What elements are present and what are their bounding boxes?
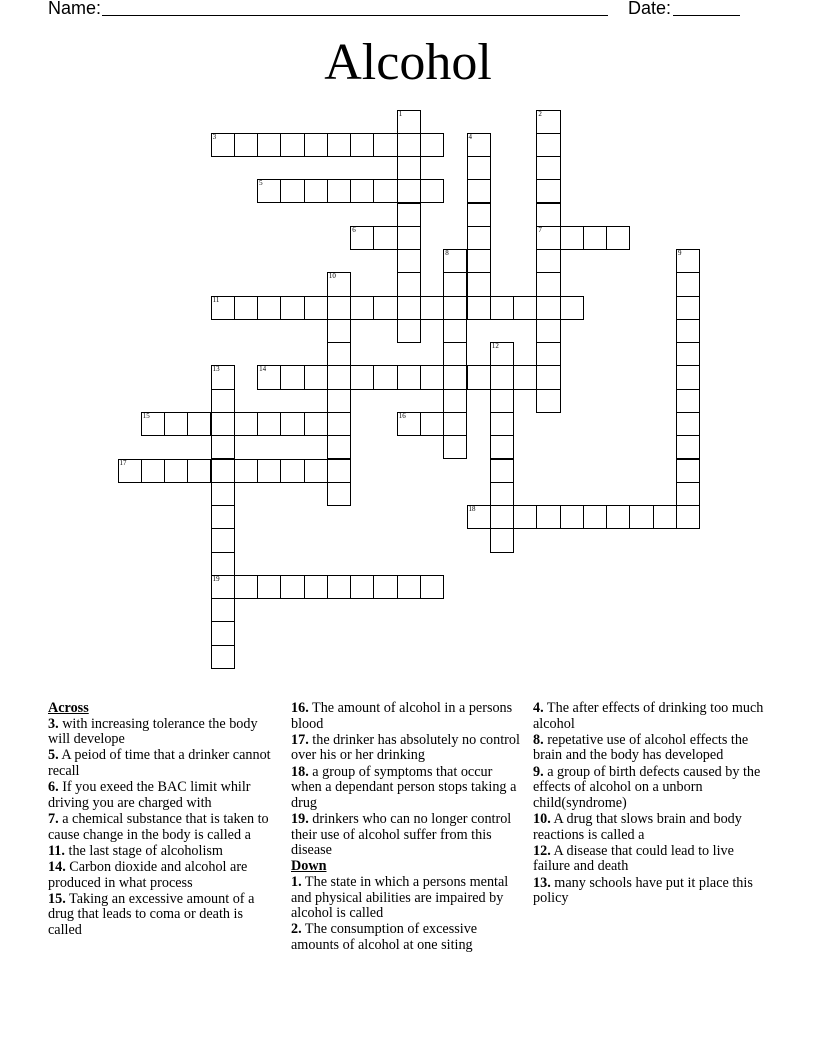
- grid-cell[interactable]: [350, 226, 374, 250]
- grid-cell[interactable]: [304, 459, 328, 483]
- grid-cell[interactable]: [490, 342, 514, 366]
- cell-number: 2: [538, 109, 542, 118]
- grid-cell[interactable]: [467, 156, 491, 180]
- cell-number: 17: [119, 458, 127, 467]
- grid-cell[interactable]: [467, 272, 491, 296]
- grid-cell[interactable]: [676, 365, 700, 389]
- grid-cell[interactable]: [280, 133, 304, 157]
- clue-text: a group of symptoms that occur when a dependant person stops taking a drug: [291, 763, 517, 811]
- grid-cell[interactable]: [211, 365, 235, 389]
- cell-number: 5: [259, 179, 263, 188]
- grid-cell[interactable]: [467, 179, 491, 203]
- clue-text: The consumption of excessive amounts of alcohol at one siting: [291, 921, 478, 953]
- grid-cell[interactable]: [211, 645, 235, 669]
- clue-text: a group of birth defects caused by the effects of alcohol on a unborn child(syndrome): [533, 763, 761, 811]
- clue-number: 7.: [48, 810, 59, 827]
- grid-cell[interactable]: [490, 528, 514, 552]
- clue-item: [48, 860, 280, 891]
- clue-item: [533, 876, 765, 907]
- grid-cell[interactable]: [676, 319, 700, 343]
- grid-cell[interactable]: [327, 365, 351, 389]
- grid-cell[interactable]: [536, 203, 560, 227]
- cell-number: 9: [677, 249, 682, 258]
- clue-text: The amount of alcohol in a persons blood: [291, 700, 513, 732]
- grid-cell[interactable]: [257, 575, 281, 599]
- clue-item: [533, 733, 765, 764]
- clue-item: [48, 844, 280, 860]
- grid-cell[interactable]: [327, 342, 351, 366]
- grid-cell[interactable]: [583, 505, 607, 529]
- grid-cell[interactable]: [373, 365, 397, 389]
- clues-column-1: [48, 701, 280, 939]
- clue-number: 6.: [48, 779, 59, 796]
- grid-cell[interactable]: [211, 505, 235, 529]
- grid-cell[interactable]: [443, 365, 467, 389]
- clue-number: 13.: [533, 874, 551, 891]
- clue-item: [48, 812, 280, 843]
- grid-cell[interactable]: [443, 435, 467, 459]
- grid-cell[interactable]: [164, 459, 188, 483]
- clue-text: a chemical substance that is taken to cause change in the body is called a: [48, 810, 269, 843]
- grid-cell[interactable]: [211, 598, 235, 622]
- cell-number: 18: [468, 505, 476, 514]
- clue-number: 18.: [291, 763, 309, 780]
- grid-cell[interactable]: [257, 296, 281, 320]
- grid-cell[interactable]: [327, 296, 351, 320]
- grid-cell[interactable]: [467, 226, 491, 250]
- grid-cell[interactable]: [141, 412, 165, 436]
- grid-cell[interactable]: [280, 365, 304, 389]
- clue-number: 17.: [291, 731, 309, 748]
- clue-item: [291, 812, 523, 859]
- grid-cell[interactable]: [420, 179, 444, 203]
- grid-cell[interactable]: [676, 505, 700, 529]
- grid-cell[interactable]: [536, 296, 560, 320]
- grid-cell[interactable]: [211, 482, 235, 506]
- grid-cell[interactable]: [490, 365, 514, 389]
- clue-number: 8.: [533, 731, 544, 748]
- grid-cell[interactable]: [536, 226, 560, 250]
- clue-number: 4.: [533, 700, 544, 716]
- cell-number: 15: [142, 412, 150, 420]
- grid-cell[interactable]: [280, 459, 304, 483]
- grid-cell[interactable]: [397, 575, 421, 599]
- grid-cell[interactable]: [676, 412, 700, 436]
- clue-text: A drug that slows brain and body reactions is called a: [533, 810, 742, 843]
- clue-text: The state in which a persons mental and physical abilities are impaired by alcohol is called: [291, 873, 509, 922]
- grid-cell[interactable]: [536, 389, 560, 413]
- grid-cell[interactable]: [420, 412, 444, 436]
- cell-number: 13: [212, 365, 220, 374]
- grid-cell[interactable]: [443, 296, 467, 320]
- grid-cell[interactable]: [373, 133, 397, 157]
- grid-cell[interactable]: [397, 412, 421, 436]
- clue-text: repetative use of alcohol effects the brain and the body has developed: [533, 731, 749, 764]
- grid-cell[interactable]: [397, 133, 421, 157]
- clue-item: [291, 875, 523, 922]
- clue-number: 15.: [48, 890, 66, 907]
- clue-item: [533, 701, 765, 732]
- grid-cell[interactable]: [327, 133, 351, 157]
- grid-cell[interactable]: [536, 249, 560, 273]
- grid-cell[interactable]: [257, 412, 281, 436]
- grid-cell[interactable]: [350, 179, 374, 203]
- grid-cell[interactable]: [211, 528, 235, 552]
- grid-cell[interactable]: [490, 459, 514, 483]
- name-label: Name:: [48, 0, 102, 18]
- grid-cell[interactable]: [513, 505, 537, 529]
- grid-cell[interactable]: [280, 412, 304, 436]
- clue-text: Carbon dioxide and alcohol are produced in what process: [48, 858, 248, 891]
- clue-text: drinkers who can no longer control their use of alcohol suffer from this disease: [291, 810, 512, 859]
- grid-cell[interactable]: [211, 575, 235, 599]
- clue-text: The after effects of drinking too much alcohol: [533, 700, 764, 732]
- grid-cell[interactable]: [676, 342, 700, 366]
- clue-text: many schools have put it place this policy: [533, 874, 753, 907]
- grid-cell[interactable]: [536, 505, 560, 529]
- grid-cell[interactable]: [490, 296, 514, 320]
- grid-cell[interactable]: [327, 459, 351, 483]
- cell-number: 19: [212, 574, 220, 583]
- grid-cell[interactable]: [560, 505, 584, 529]
- grid-cell[interactable]: [211, 621, 235, 645]
- grid-cell[interactable]: [397, 296, 421, 320]
- cell-number: 7: [538, 225, 542, 234]
- grid-cell[interactable]: [397, 110, 421, 134]
- grid-cell[interactable]: [490, 435, 514, 459]
- grid-cell[interactable]: [536, 179, 560, 203]
- clue-number: 5.: [48, 747, 59, 764]
- grid-cell[interactable]: [490, 412, 514, 436]
- clue-item: [291, 733, 523, 764]
- clue-text: the last stage of alcoholism: [64, 842, 223, 859]
- grid-cell[interactable]: [234, 412, 258, 436]
- grid-cell[interactable]: [443, 249, 467, 273]
- clues-column-3: [533, 701, 765, 907]
- grid-cell[interactable]: [211, 296, 235, 320]
- grid-cell[interactable]: [257, 133, 281, 157]
- grid-cell[interactable]: [304, 412, 328, 436]
- grid-cell[interactable]: [234, 296, 258, 320]
- clue-text: with increasing tolerance the body will develope: [48, 715, 258, 748]
- grid-cell[interactable]: [443, 389, 467, 413]
- clue-item: [291, 922, 523, 953]
- clue-item: [48, 892, 280, 939]
- grid-cell[interactable]: [350, 575, 374, 599]
- grid-cell[interactable]: [420, 133, 444, 157]
- grid-cell[interactable]: [536, 319, 560, 343]
- clue-item: [533, 765, 765, 812]
- grid-cell[interactable]: [606, 505, 630, 529]
- clue-number: 2.: [291, 921, 302, 938]
- grid-cell[interactable]: [373, 575, 397, 599]
- grid-cell[interactable]: [676, 296, 700, 320]
- grid-cell[interactable]: [350, 133, 374, 157]
- clue-number: 9.: [533, 763, 544, 780]
- clue-number: 12.: [533, 842, 551, 859]
- cell-number: 8: [445, 249, 449, 258]
- grid-cell[interactable]: [211, 435, 235, 459]
- grid-cell[interactable]: [397, 156, 421, 180]
- clue-text: Taking an excessive amount of a drug that leads to coma or death is called: [48, 890, 255, 938]
- grid-cell[interactable]: [211, 552, 235, 576]
- grid-cell[interactable]: [420, 365, 444, 389]
- grid-cell[interactable]: [513, 365, 537, 389]
- cell-number: 1: [398, 109, 403, 118]
- grid-cell[interactable]: [536, 110, 560, 134]
- clue-text: A disease that could lead to live failure and death: [533, 842, 734, 875]
- grid-cell[interactable]: [467, 505, 491, 529]
- grid-cell[interactable]: [676, 435, 700, 459]
- clue-number: 11.: [48, 842, 65, 859]
- clue-text: A peiod of time that a drinker cannot recall: [48, 747, 271, 779]
- grid-cell[interactable]: [304, 133, 328, 157]
- grid-cell[interactable]: [141, 459, 165, 483]
- clue-number: 3.: [48, 715, 59, 732]
- grid-cell[interactable]: [467, 203, 491, 227]
- grid-cell[interactable]: [467, 249, 491, 273]
- grid-cell[interactable]: [211, 459, 235, 483]
- clue-number: 16.: [291, 700, 309, 716]
- grid-cell[interactable]: [490, 389, 514, 413]
- grid-cell[interactable]: [676, 459, 700, 483]
- grid-cell[interactable]: [304, 179, 328, 203]
- grid-cell[interactable]: [304, 365, 328, 389]
- grid-cell[interactable]: [676, 389, 700, 413]
- cell-number: 4: [468, 132, 473, 141]
- grid-cell[interactable]: [280, 179, 304, 203]
- grid-cell[interactable]: [443, 342, 467, 366]
- page-title: Alcohol: [324, 34, 492, 91]
- clue-number: 14.: [48, 858, 66, 875]
- cell-number: 16: [398, 412, 406, 420]
- clue-number: 19.: [291, 810, 309, 827]
- grid-cell[interactable]: [629, 505, 653, 529]
- grid-cell[interactable]: [234, 459, 258, 483]
- grid-cell[interactable]: [443, 319, 467, 343]
- grid-cell[interactable]: [536, 272, 560, 296]
- grid-cell[interactable]: [234, 575, 258, 599]
- clue-item: [533, 844, 765, 875]
- grid-cell[interactable]: [490, 505, 514, 529]
- grid-cell[interactable]: [211, 412, 235, 436]
- clues-column-2: [291, 701, 523, 954]
- cell-number: 10: [328, 272, 336, 281]
- grid-cell[interactable]: [676, 249, 700, 273]
- grid-cell[interactable]: [257, 179, 281, 203]
- clue-item: [533, 812, 765, 843]
- grid-cell[interactable]: [397, 226, 421, 250]
- grid-cell[interactable]: [397, 272, 421, 296]
- clue-text: the drinker has absolutely no control over his or her drinking: [291, 731, 520, 764]
- grid-cell[interactable]: [676, 272, 700, 296]
- grid-cell[interactable]: [327, 389, 351, 413]
- grid-cell[interactable]: [327, 435, 351, 459]
- grid-cell[interactable]: [397, 249, 421, 273]
- cell-number: 12: [491, 342, 499, 351]
- grid-cell[interactable]: [187, 459, 211, 483]
- grid-cell[interactable]: [327, 482, 351, 506]
- clue-section-heading: Down: [291, 858, 327, 875]
- grid-cell[interactable]: [397, 365, 421, 389]
- grid-cell[interactable]: [560, 296, 584, 320]
- grid-cell[interactable]: [536, 342, 560, 366]
- grid-cell[interactable]: [304, 296, 328, 320]
- clue-number: 1.: [291, 873, 302, 890]
- clue-section-heading: Across: [48, 700, 89, 716]
- grid-cell[interactable]: [187, 412, 211, 436]
- grid-cell[interactable]: [513, 296, 537, 320]
- grid-cell[interactable]: [211, 133, 235, 157]
- grid-cell[interactable]: [536, 156, 560, 180]
- grid-cell[interactable]: [420, 296, 444, 320]
- grid-cell[interactable]: [280, 575, 304, 599]
- cell-number: 14: [259, 365, 267, 374]
- cell-number: 3: [212, 132, 217, 141]
- grid-cell[interactable]: [536, 133, 560, 157]
- date-label: Date:: [628, 0, 672, 18]
- grid-cell[interactable]: [467, 365, 491, 389]
- clue-item: [48, 748, 280, 779]
- grid-cell[interactable]: [490, 482, 514, 506]
- clue-text: If you exeed the BAC limit whilr driving you are charged with: [48, 779, 251, 811]
- grid-cell[interactable]: [397, 179, 421, 203]
- grid-cell[interactable]: [327, 319, 351, 343]
- grid-cell[interactable]: [234, 133, 258, 157]
- grid-cell[interactable]: [327, 575, 351, 599]
- grid-cell[interactable]: [280, 296, 304, 320]
- grid-cell[interactable]: [211, 389, 235, 413]
- grid-cell[interactable]: [164, 412, 188, 436]
- grid-cell[interactable]: [373, 296, 397, 320]
- grid-cell[interactable]: [327, 412, 351, 436]
- grid-cell[interactable]: [397, 319, 421, 343]
- grid-cell[interactable]: [536, 365, 560, 389]
- grid-cell[interactable]: [350, 296, 374, 320]
- grid-cell[interactable]: [373, 226, 397, 250]
- grid-cell[interactable]: [560, 226, 584, 250]
- grid-cell[interactable]: [257, 365, 281, 389]
- clue-item: [48, 780, 280, 811]
- clue-item: [48, 717, 280, 748]
- clue-number: 10.: [533, 810, 551, 827]
- grid-cell[interactable]: [443, 272, 467, 296]
- grid-cell[interactable]: [583, 226, 607, 250]
- grid-cell[interactable]: [420, 575, 444, 599]
- grid-cell[interactable]: [443, 412, 467, 436]
- grid-cell[interactable]: [327, 179, 351, 203]
- grid-cell[interactable]: [373, 179, 397, 203]
- grid-cell[interactable]: [257, 459, 281, 483]
- clue-item: [291, 765, 523, 812]
- grid-cell[interactable]: [327, 272, 351, 296]
- clue-item: [291, 701, 523, 732]
- cell-number: 11: [212, 295, 220, 304]
- cell-number: 6: [352, 225, 356, 234]
- grid-cell[interactable]: [653, 505, 677, 529]
- grid-cell[interactable]: [467, 296, 491, 320]
- grid-cell[interactable]: [350, 365, 374, 389]
- grid-cell[interactable]: [397, 203, 421, 227]
- grid-cell[interactable]: [676, 482, 700, 506]
- grid-cell[interactable]: [467, 133, 491, 157]
- grid-cell[interactable]: [606, 226, 630, 250]
- grid-cell[interactable]: [118, 459, 142, 483]
- grid-cell[interactable]: [304, 575, 328, 599]
